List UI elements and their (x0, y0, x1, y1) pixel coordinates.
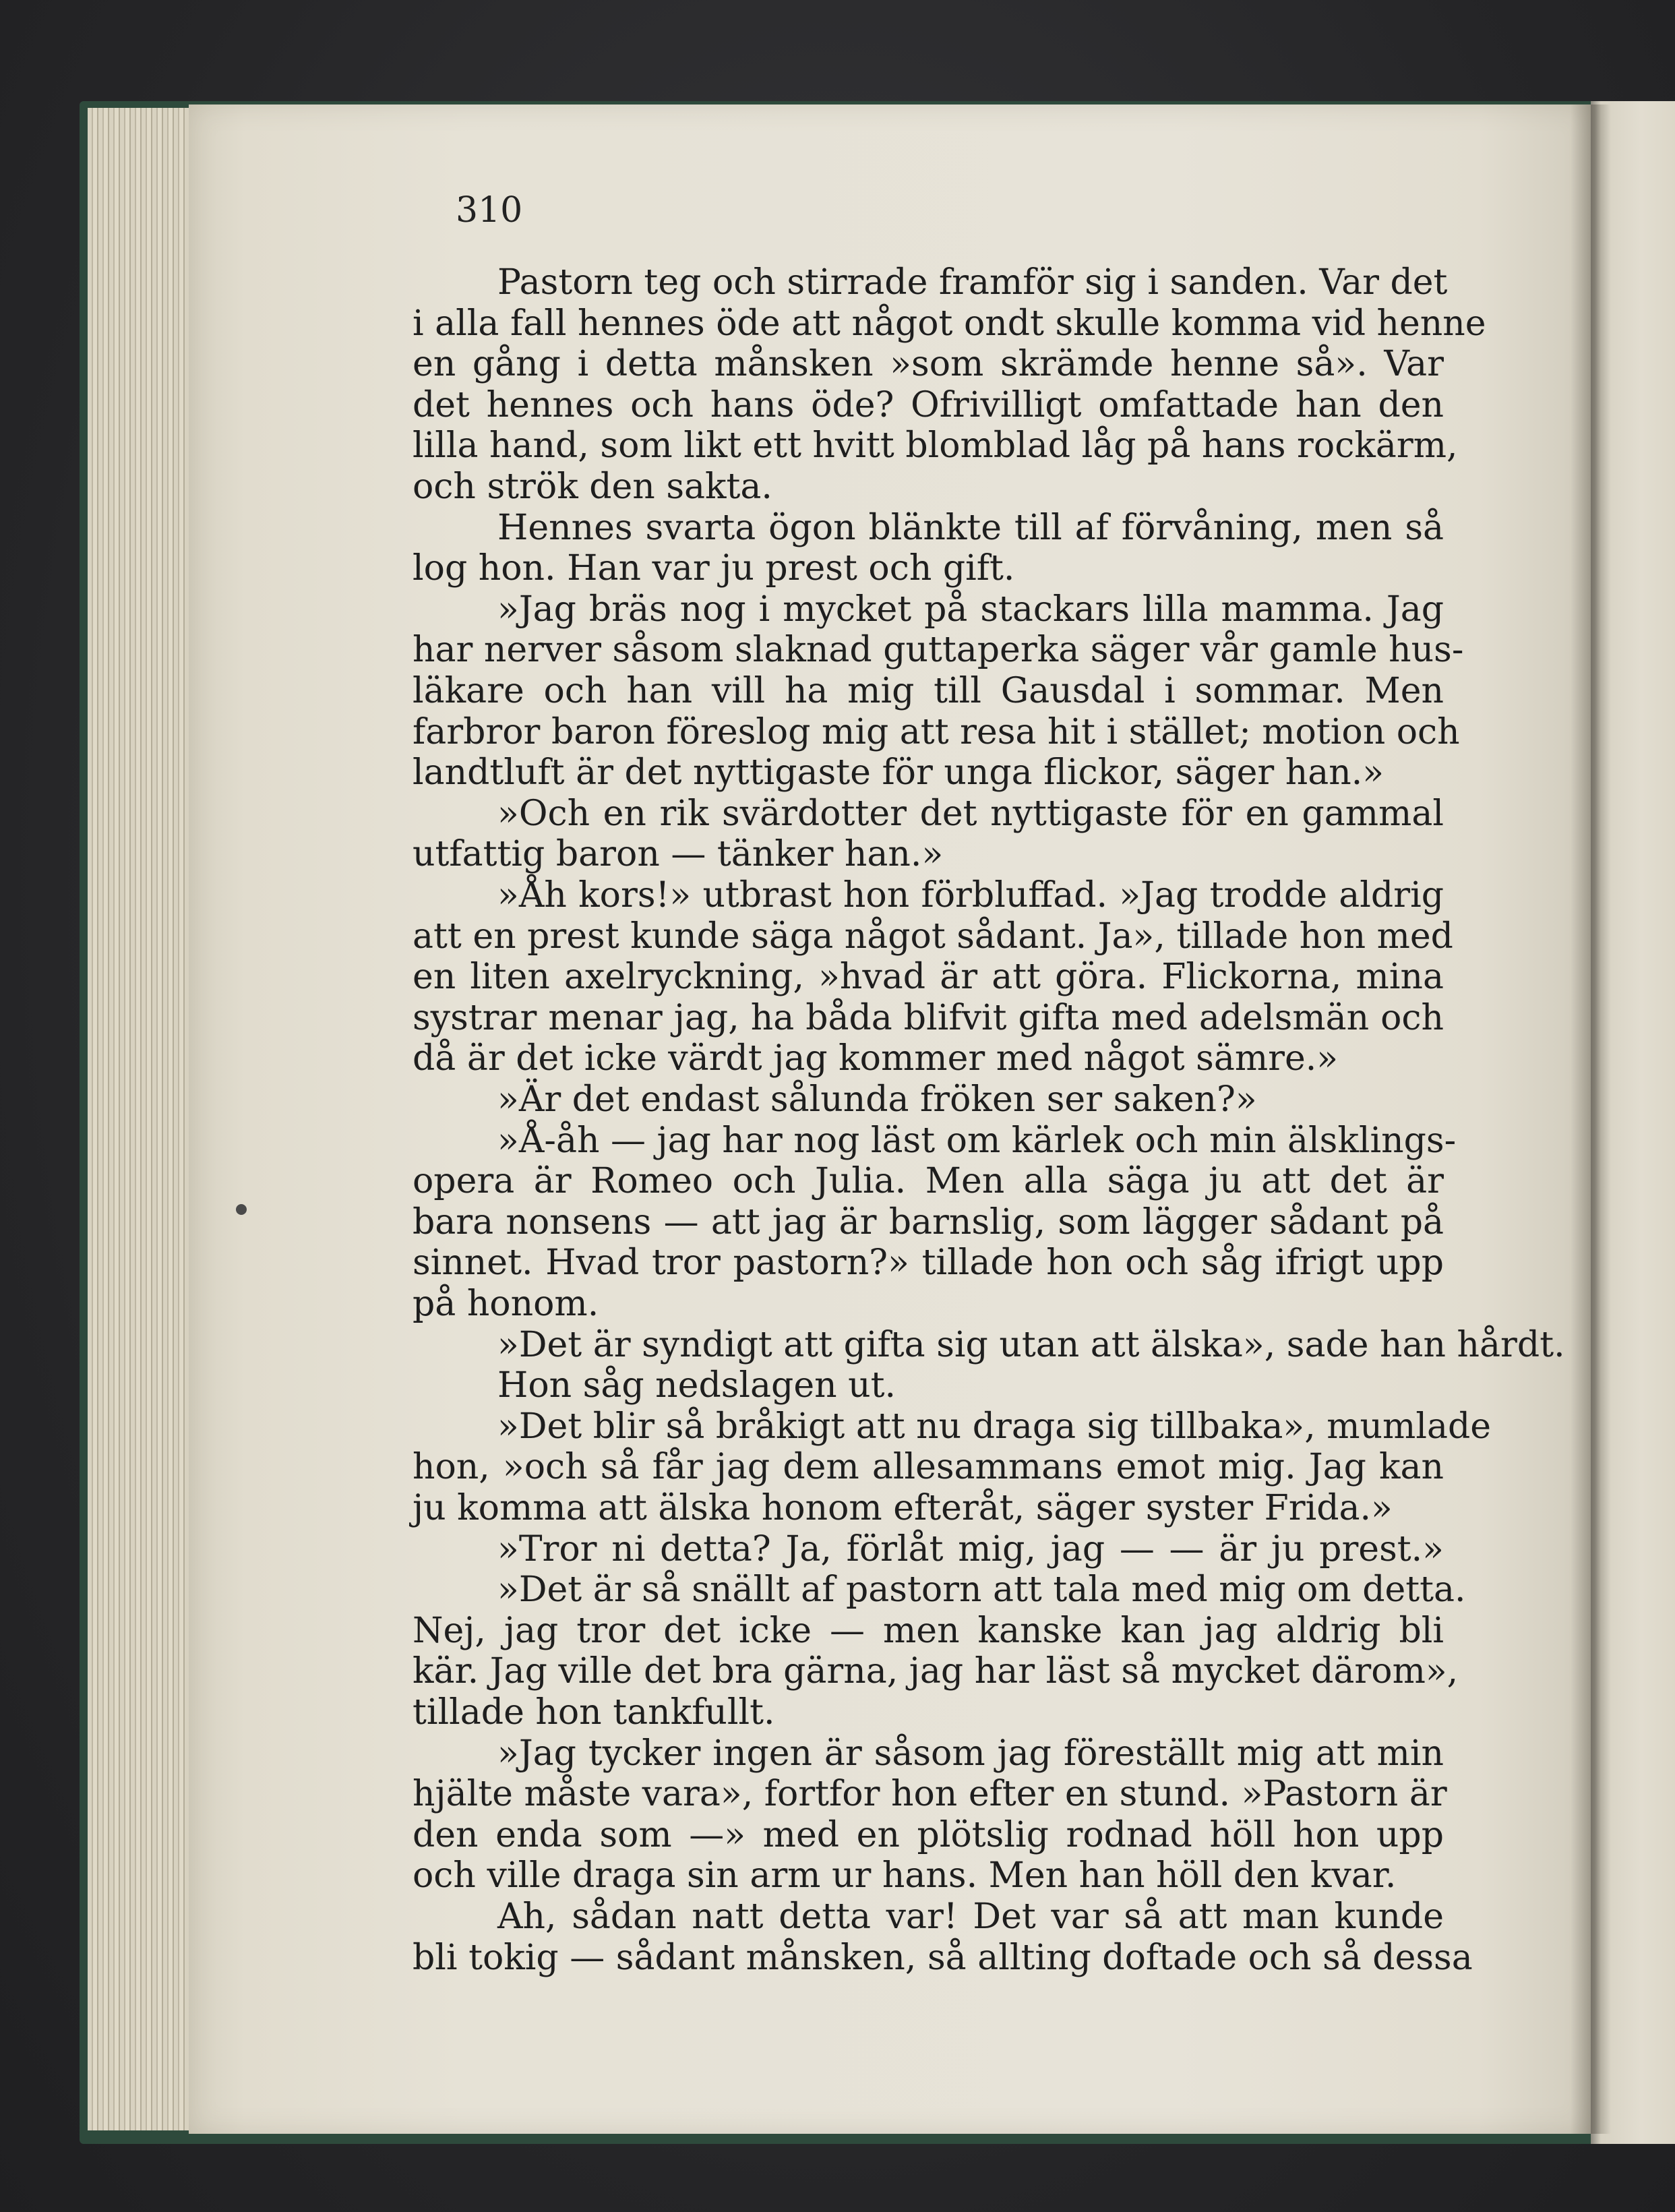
text-line: hon, »och så får jag dem allesammans emot mig. Jag kan (413, 1447, 1444, 1487)
page-number: 310 (456, 190, 523, 231)
text-line: det hennes och hans öde? Ofrivilligt omfattade han den (413, 385, 1444, 425)
text-line: bli tokig — sådant månsken, så allting doftade och så dessa (413, 1938, 1473, 1978)
text-line: hjälte måste vara», fortfor hon efter en stund. »Pastorn är (413, 1774, 1447, 1814)
text-line: systrar menar jag, ha båda blifvit gifta med adelsmän och (413, 998, 1444, 1038)
text-line: att en prest kunde säga något sådant. Ja», tillade hon med (413, 916, 1453, 957)
dust-spot (236, 1204, 247, 1215)
text-line: då är det icke värdt jag kommer med något sämre.» (413, 1038, 1339, 1079)
text-line: Pastorn teg och stirrade framför sig i sanden. Var det (497, 262, 1448, 303)
text-line: log hon. Han var ju prest och gift. (413, 548, 1015, 589)
text-line: lilla hand, som likt ett hvitt blomblad låg på hans rockärm, (413, 425, 1458, 466)
text-line: tillade hon tankfullt. (413, 1692, 775, 1733)
text-line: utfattig baron — tänker han.» (413, 834, 944, 874)
text-line: »Jag bräs nog i mycket på stackars lilla mamma. Jag (497, 589, 1444, 630)
text-line: »Det är så snällt af pastorn att tala med mig om detta. (497, 1570, 1466, 1610)
text-line: Ah, sådan natt detta var! Det var så att man kunde (497, 1896, 1444, 1937)
text-line: »Jag tycker ingen är såsom jag föreställt mig att min (497, 1733, 1444, 1774)
text-line: landtluft är det nyttigaste för unga flickor, säger han.» (413, 752, 1384, 793)
text-line: »Och en rik svärdotter det nyttigaste för en gammal (497, 794, 1444, 834)
text-line: läkare och han vill ha mig till Gausdal i sommar. Men (413, 671, 1444, 711)
text-line: farbror baron föreslog mig att resa hit i stället; motion och (413, 712, 1460, 752)
text-line: på honom. (413, 1284, 599, 1324)
text-line: »Är det endast sålunda fröken ser saken?» (497, 1079, 1257, 1120)
text-line: »Åh kors!» utbrast hon förbluffad. »Jag trodde aldrig (497, 875, 1444, 916)
text-line: i alla fall hennes öde att något ondt skulle komma vid henne (413, 303, 1486, 344)
text-line: »Tror ni detta? Ja, förlåt mig, jag — — är ju prest.» (497, 1529, 1444, 1570)
text-line: och strök den sakta. (413, 467, 772, 507)
text-line: en liten axelryckning, »hvad är att göra. Flickorna, mina (413, 957, 1444, 997)
text-line: opera är Romeo och Julia. Men alla säga ju att det är (413, 1161, 1444, 1201)
text-line: har nerver såsom slaknad guttaperka säger vår gamle hus- (413, 630, 1464, 670)
text-line: Hennes svarta ögon blänkte till af förvåning, men så (497, 508, 1444, 548)
text-line: Nej, jag tror det icke — men kanske kan jag aldrig bli (413, 1611, 1444, 1651)
text-line: sinnet. Hvad tror pastorn?» tillade hon och såg ifrigt upp (413, 1243, 1444, 1283)
text-line: bara nonsens — att jag är barnslig, som lägger sådant på (413, 1202, 1444, 1243)
text-line: »Det blir så bråkigt att nu draga sig tillbaka», mumlade (497, 1406, 1492, 1447)
text-line: den enda som —» med en plötslig rodnad höll hon upp (413, 1815, 1444, 1855)
text-line: Hon såg nedslagen ut. (497, 1365, 896, 1406)
text-line: ju komma att älska honom efteråt, säger syster Frida.» (413, 1488, 1393, 1528)
page-gutter (1571, 104, 1611, 2134)
text-line: en gång i detta månsken »som skrämde henne så». Var (413, 344, 1444, 384)
text-line: »Å-åh — jag har nog läst om kärlek och min älsklings- (497, 1120, 1457, 1161)
text-line: »Det är syndigt att gifta sig utan att älska», sade han hårdt. (497, 1325, 1565, 1365)
text-line: och ville draga sin arm ur hans. Men han höll den kvar. (413, 1855, 1397, 1896)
text-line: kär. Jag ville det bra gärna, jag har läst så mycket därom», (413, 1651, 1459, 1692)
